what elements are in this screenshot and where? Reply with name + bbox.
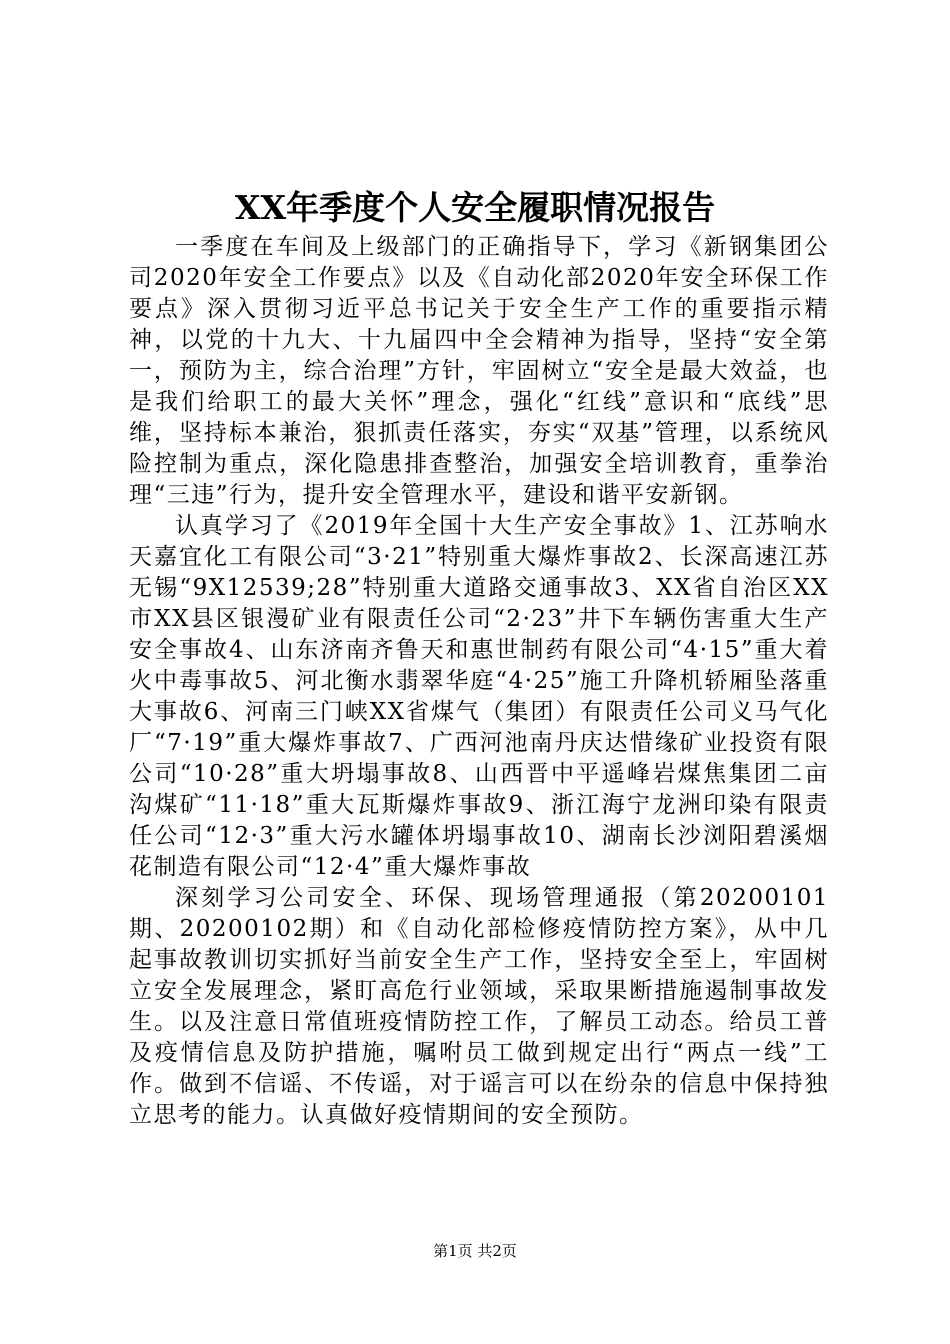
paragraph-safety-study: 一季度在车间及上级部门的正确指导下，学习《新钢集团公司2020年安全工作要点》以及《自动化部2020年安全环保工作要点》深入贯彻习近平总书记关于安全生产工作的重要指示精神，以党的十九大、十九届四中全会精神为指导，坚持“安全第一，预防为主，综合治理”方针，牢固树立“安全是最大效益，也是我们给职工的最大关怀”理念，强化“红线”意识和“底线”思维，坚持标本兼治，狠抓责任落实，夯实“双基”管理，以系统风险控制为重点，深化隐患排查整治，加强安全培训教育，重拳治理“三违”行为，提升安全管理水平，建设和谐平安新钢。 (129, 234, 829, 508)
document-title: XX年季度个人安全履职情况报告 (234, 188, 716, 227)
paragraph-accident-list: 认真学习了《2019年全国十大生产安全事故》1、江苏响水天嘉宜化工有限公司“3·21”特别重大爆炸事故2、长深高速江苏无锡“9X12539;28”特别重大道路交通事故3、XX省自治区XX市XX县区银漫矿业有限责任公司“2·23”井下车辆伤害重大生产安全事故4、山东济南齐鲁天和惠世制药有限公司“4·15”重大着火中毒事故5、河北衡水翡翠华庭“4·25”施工升降机轿厢坠落重大事故6、河南三门峡XX省煤气（集团）有限责任公司义马气化厂“7·19”重大爆炸事故7、广西河池南丹庆达惜缘矿业投资有限公司“10·28”重大坍塌事故8、山西晋中平遥峰岩煤焦集团二亩沟煤矿“11·18”重大瓦斯爆炸事故9、浙江海宁龙洲印染有限责任公司“12·3”重大污水罐体坍塌事故10、湖南长沙浏阳碧溪烟花制造有限公司“12·4”重大爆炸事故 (129, 513, 829, 880)
document-body (129, 232, 829, 1131)
page-number-footer: 第1页 共2页 (433, 1242, 517, 1260)
paragraph-epidemic-prevention: 深刻学习公司安全、环保、现场管理通报（第20200101期、20200102期）和《自动化部检修疫情防控方案》，从中几起事故教训切实抓好当前安全生产工作，坚持安全至上，牢固树立安全发展理念，紧盯高危行业领域，采取果断措施遏制事故发生。以及注意日常值班疫情防控工作，了解员工动态。给员工普及疫情信息及防护措施，嘱咐员工做到规定出行“两点一线”工作。做到不信谣、不传谣，对于谣言可以在纷杂的信息中保持独立思考的能力。认真做好疫情期间的安全预防。 (129, 885, 829, 1128)
